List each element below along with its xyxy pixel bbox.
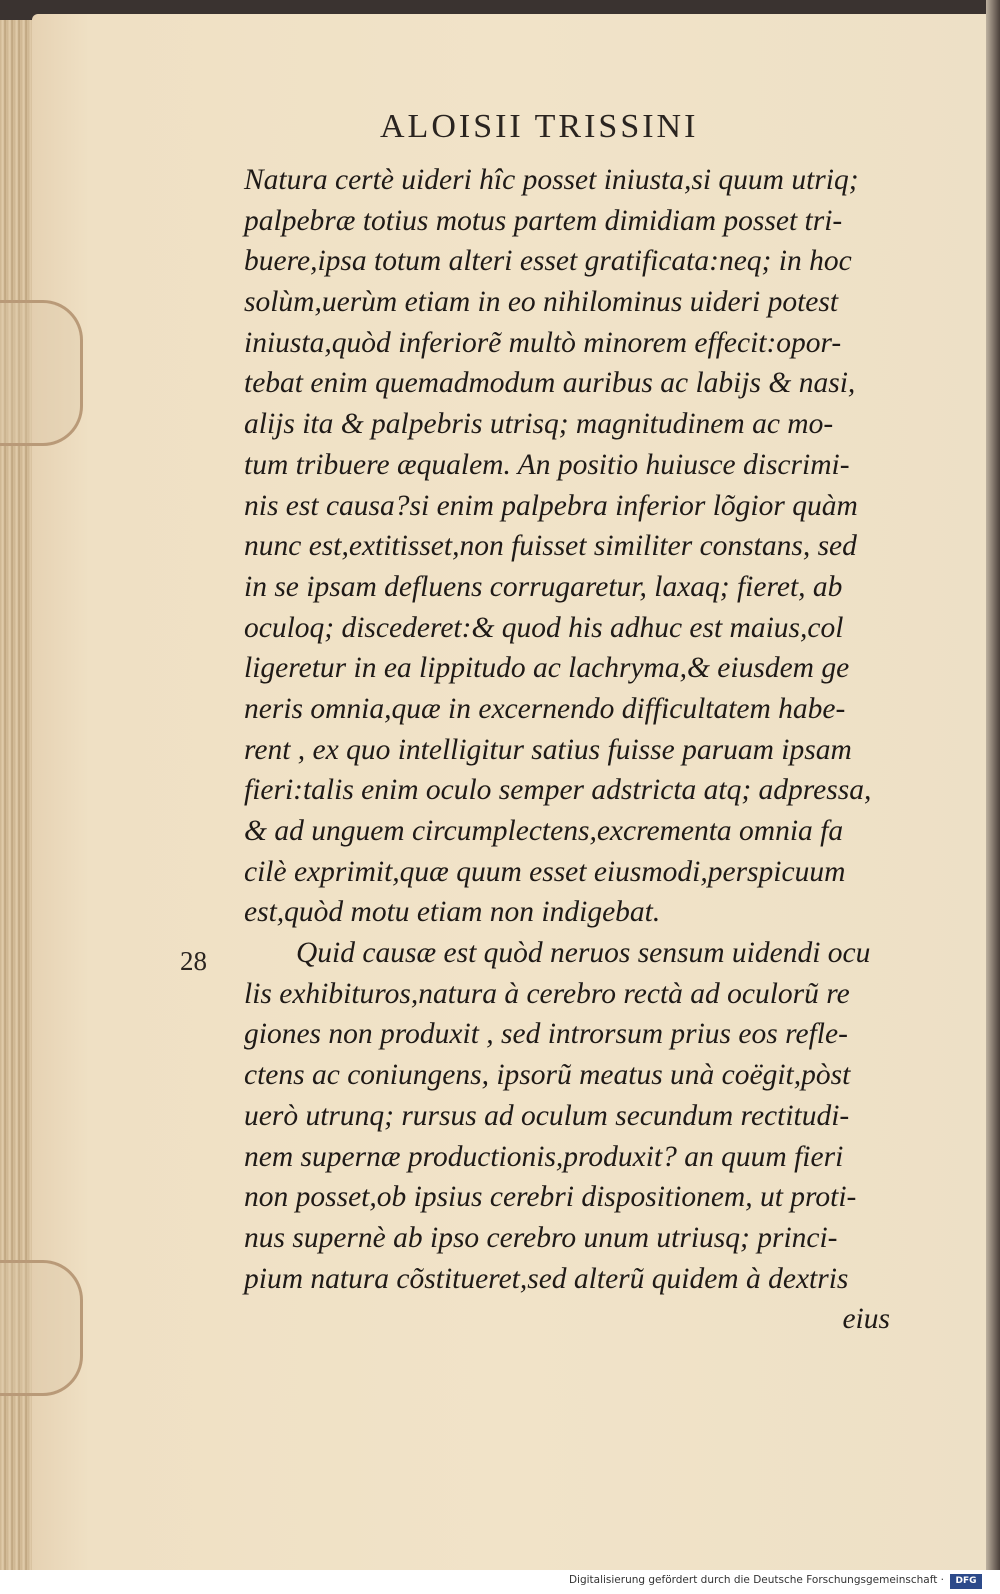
page-clip-top <box>0 300 83 446</box>
text-line: ctens ac coniungens, ipsorũ meatus unà coëgit,pòst <box>244 1059 851 1092</box>
text-line: lis exhibituros,natura à cerebro rectà ad oculorũ re <box>244 977 850 1010</box>
text-line: in se ipsam defluens corrugaretur, laxaq; fieret, ab <box>244 570 843 603</box>
footer-credit: Digitalisierung gefördert durch die Deutsche Forschungsgemeinschaft · <box>568 1574 944 1586</box>
binding-shadow <box>986 0 1000 1570</box>
text-line: giones non produxit , sed introrsum prius eos refle- <box>244 1018 848 1051</box>
text-line: neris omnia,quæ in excernendo difficultatem habe- <box>244 692 846 725</box>
body-text <box>244 160 904 1340</box>
margin-line-number: 28 <box>180 946 207 976</box>
text-line: rent , ex quo intelligitur satius fuisse paruam ipsam <box>244 733 852 766</box>
text-line: nem supernæ productionis,produxit? an quum fieri <box>244 1140 844 1173</box>
text-line: Quid causæ est quòd neruos sensum uidendi ocu <box>296 937 871 970</box>
text-line: nis est causa?si enim palpebra inferior lõgior quàm <box>244 489 858 522</box>
text-line: non posset,ob ipsius cerebri dispositionem, ut proti- <box>244 1181 857 1214</box>
text-line: pium natura cõstitueret,sed alterũ quidem à dextris <box>244 1262 849 1295</box>
text-line: palpebræ totius motus partem dimidiam posset tri- <box>244 204 843 237</box>
text-line: nus supernè ab ipso cerebro unum utriusq; princi- <box>244 1221 838 1254</box>
text-line: nunc est,extitisset,non fuisset similiter constans, sed <box>244 530 857 563</box>
text-line: est,quòd motu etiam non indigebat. <box>244 896 661 929</box>
text-line: alijs ita & palpebris utrisq; magnitudinem ac mo- <box>244 408 834 441</box>
text-line: uerò utrunq; rursus ad oculum secundum rectitudi- <box>244 1099 850 1132</box>
text-line: fieri:talis enim oculo semper adstricta atq; adpressa, <box>244 774 872 807</box>
text-line: tum tribuere æqualem. An positio huiusce discrimi- <box>244 448 850 481</box>
text-line: Natura certè uideri hîc posset iniusta,si quum utriq; <box>244 164 859 196</box>
dfg-logo-icon: DFG <box>950 1574 982 1589</box>
text-line: ligeretur in ea lippitudo ac lachryma,& eiusdem ge <box>244 652 850 685</box>
text-line: cilè exprimit,quæ quum esset eiusmodi,perspicuum <box>244 855 846 888</box>
text-line: oculoq; discederet:& quod his adhuc est maius,col <box>244 611 844 644</box>
text-line: buere,ipsa totum alteri esset gratificata:neq; in hoc <box>244 245 852 278</box>
text-line: & ad unguem circumplectens,excrementa omnia fa <box>244 815 844 847</box>
running-head: ALOISII TRISSINI <box>380 108 699 145</box>
text-line: solùm,uerùm etiam in eo nihilominus uideri potest <box>244 286 839 319</box>
text-line: eius <box>842 1303 890 1336</box>
text-line: iniusta,quòd inferiorẽ multò minorem effecit:opor- <box>244 326 842 359</box>
text-line: tebat enim quemadmodum auribus ac labijs & nasi, <box>244 367 856 400</box>
page-clip-bottom <box>0 1260 83 1396</box>
footer-bar <box>0 1570 1000 1594</box>
